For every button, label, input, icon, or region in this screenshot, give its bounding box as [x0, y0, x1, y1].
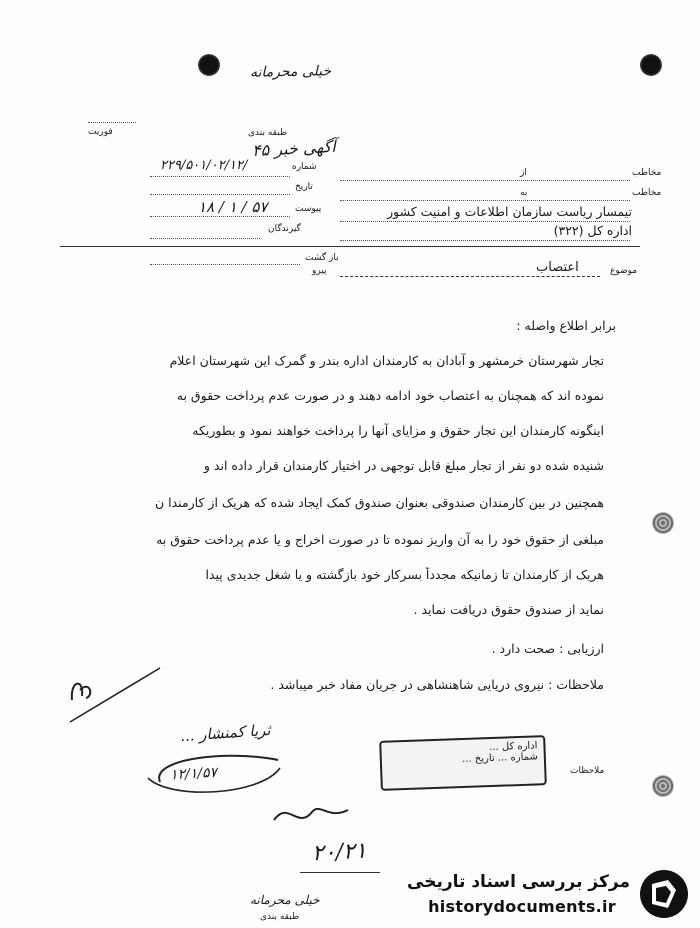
- punch-hole-top-icon: [198, 54, 220, 76]
- body-line-2: نموده اند که همچنان به اعتصاب خود ادامه دهند و در صورت عدم پرداخت حقوق به: [176, 388, 604, 403]
- date-label: تاریخ: [295, 182, 313, 192]
- classification-bottom: خیلی محرمانه: [250, 893, 320, 907]
- receipt-stamp: [379, 735, 547, 791]
- recipients-label: گیرندگان: [268, 224, 301, 234]
- date-dotline: [150, 194, 290, 195]
- office-text: اداره کل (۳۲۲): [553, 223, 632, 238]
- header-separator: [60, 246, 640, 247]
- margin-scribble-icon: [60, 660, 170, 730]
- number-value: ۲۲۹/۵۰۱/۰۲/۱۲/: [160, 158, 248, 173]
- body-line-1: تجار شهرستان خرمشهر و آبادان به کارمندان اداره بندر و گمرک این شهرستان اعلام: [169, 353, 604, 368]
- handwritten-reference-number: ۲۰/۲۱: [311, 838, 368, 867]
- bottom-scribble-icon: [268, 790, 358, 840]
- punch-hole-right-top-icon: [640, 54, 662, 76]
- stamp-line-1: اداره کل ...: [488, 740, 538, 754]
- priority-dotline: [88, 122, 136, 123]
- from-dotline: [340, 180, 630, 181]
- to-prefix-label: مخاطب: [632, 188, 662, 198]
- footer-notes-label: ملاحظات: [570, 766, 605, 776]
- subject-label: موضوع: [610, 266, 638, 276]
- report-title-handwritten: آگهی خبر ۴۵: [251, 136, 337, 161]
- greeting: برابر اطلاع واصله :: [516, 318, 616, 333]
- attachment-label: پیوست: [295, 204, 322, 214]
- followup-sub-label: پیرو: [312, 266, 327, 276]
- from-label: از: [520, 168, 527, 178]
- to-dotline-3: [340, 240, 630, 241]
- signature-date: ۱۲/۱/۵۷: [169, 764, 218, 784]
- evaluation-line: ارزیابی : صحت دارد .: [491, 641, 604, 656]
- followup-dotline: [150, 264, 300, 265]
- addressee-text: تیمسار ریاست سازمان اطلاعات و امنیت کشور: [387, 204, 632, 219]
- attachment-dotline: [150, 216, 290, 217]
- body-line-7: هریک از کارمندان تا زمانیکه مجدداً بسرکار خود بازگشته و یا شغل جدیدی پیدا: [205, 567, 604, 582]
- body-line-6: مبلغی از حقوق خود را به آن واریز نموده تا در صورت اخراج و یا عدم پرداخت حقوق به: [156, 532, 604, 547]
- reference-underline: [300, 872, 380, 873]
- from-prefix-label: مخاطب: [632, 168, 662, 178]
- attachment-date-handwritten: ۱۸ / ۱ / ۵۷: [198, 198, 268, 216]
- body-line-5: همچنین در بین کارمندان صندوقی بعنوان صندوق کمک ایجاد شده که هریک از کارمندا ن: [154, 495, 604, 510]
- number-label: شماره: [292, 162, 317, 172]
- followup-label: باز گشت: [305, 253, 339, 263]
- signature-name: ثریا کمنشار ...: [179, 720, 272, 746]
- body-line-8: نماید از صندوق حقوق دریافت نماید .: [413, 602, 604, 617]
- stamp-line-2: شماره ... تاریخ ...: [461, 751, 539, 766]
- to-label: به: [520, 188, 528, 198]
- subject-underline: [340, 276, 600, 277]
- recipients-dotline: [150, 238, 260, 239]
- archive-logo-icon: [638, 868, 690, 920]
- class-label-bottom: طبقه بندی: [260, 912, 300, 922]
- punch-hole-right-middle-icon: [652, 512, 674, 534]
- body-line-4: شنیده شده دو نفر از تجار مبلغ قابل توجهی در اختیار کارمندان قرار داده اند و: [203, 458, 604, 473]
- watermark-url: historydocuments.ir: [428, 897, 616, 916]
- class-label: طبقه بندی: [248, 128, 288, 138]
- classification-top: خیلی محرمانه: [249, 63, 332, 81]
- number-dotline: [150, 176, 290, 177]
- watermark-title: مرکز بررسی اسناد تاریخی: [407, 872, 630, 892]
- to-dotline-2: [340, 221, 630, 222]
- priority-label: فوریت: [88, 127, 113, 137]
- body-line-3: اینگونه کارمندان این تجار حقوق و مزایای آنها را پرداخت خواهند نمود و بطوریکه: [192, 423, 604, 438]
- subject-value: اعتصاب: [536, 260, 579, 275]
- to-dotline-1: [340, 200, 630, 201]
- punch-hole-right-bottom-icon: [652, 775, 674, 797]
- notes-line: ملاحظات : نیروی دریایی شاهنشاهی در جریان مفاد خبر میباشد .: [270, 677, 604, 692]
